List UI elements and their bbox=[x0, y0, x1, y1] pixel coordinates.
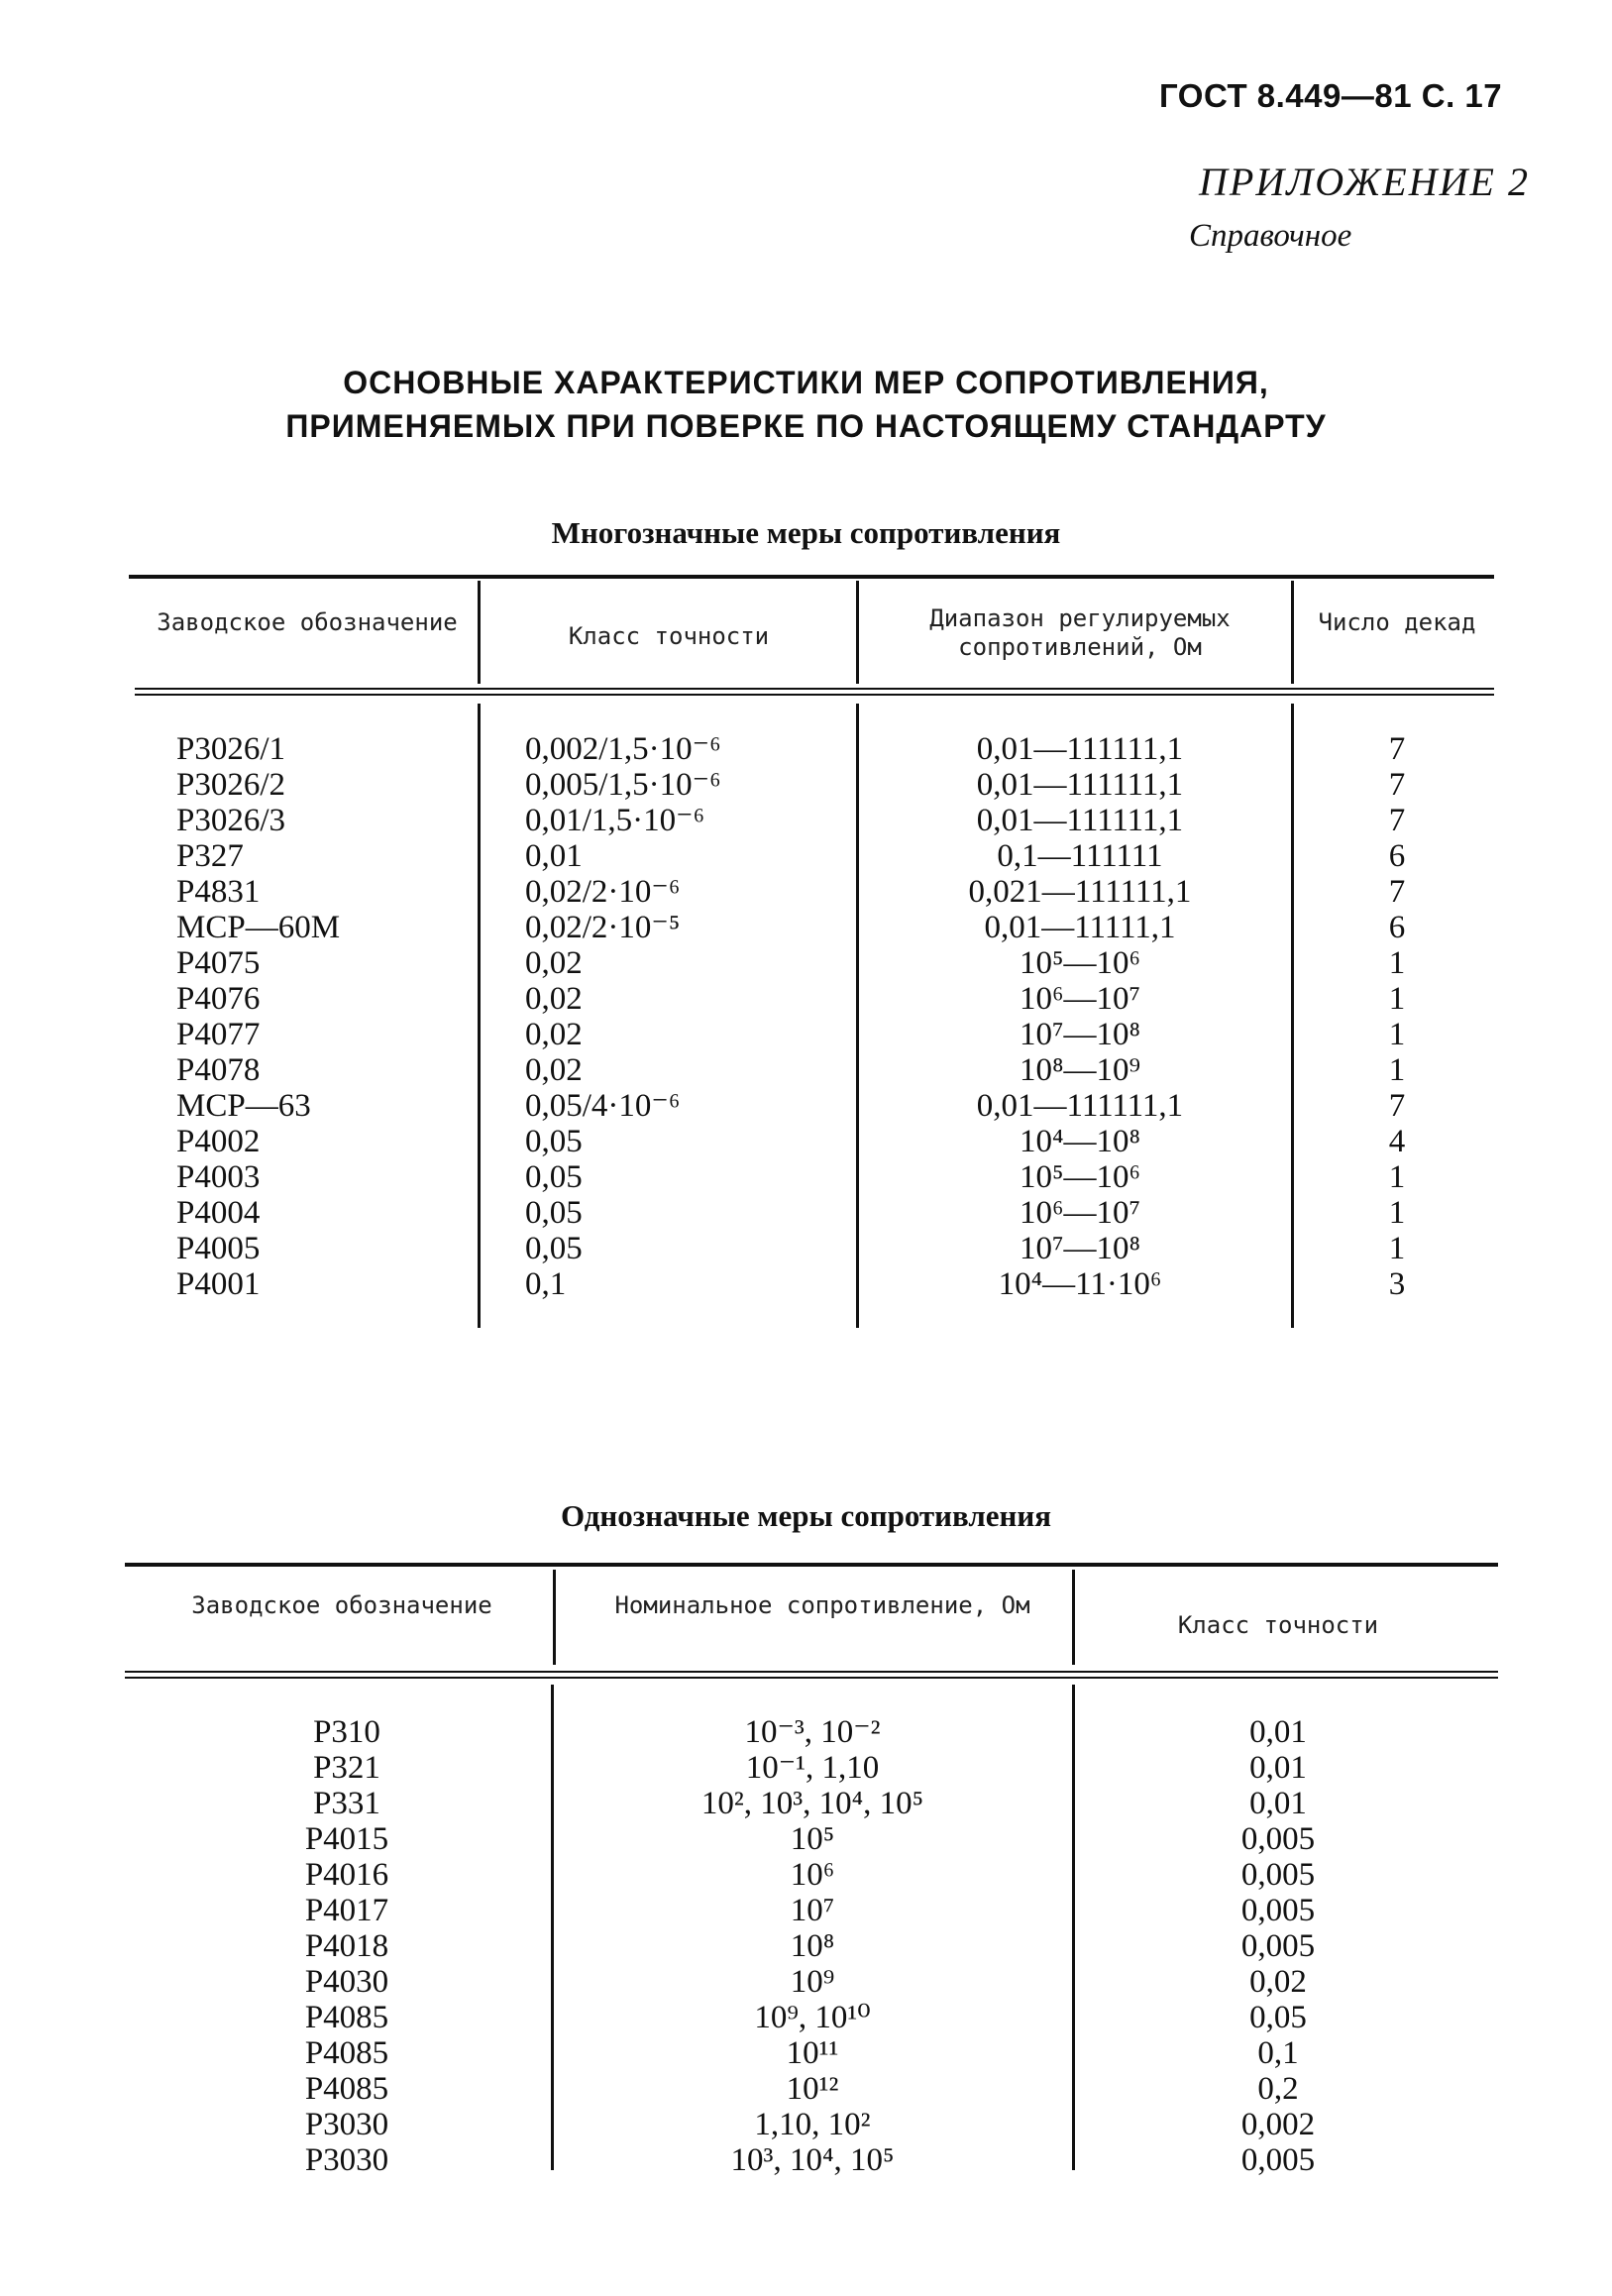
table2-cell-nominal: 10³, 10⁴, 10⁵ bbox=[730, 2142, 895, 2178]
table2-cell-designation: Р331 bbox=[313, 1786, 380, 1821]
table1-header-rule bbox=[135, 688, 1494, 690]
table2-row bbox=[0, 2000, 1612, 2035]
table2-cell-accuracy: 0,2 bbox=[1257, 2071, 1299, 2107]
table2-row bbox=[0, 1714, 1612, 1750]
table1-cell-range: 0,01—111111,1 bbox=[976, 767, 1184, 803]
table2-cell-designation: Р4018 bbox=[304, 1928, 389, 1964]
table2-cell-accuracy: 0,005 bbox=[1240, 1857, 1316, 1893]
table1-cell-decades: 1 bbox=[1388, 1231, 1406, 1266]
table1-cell-decades: 4 bbox=[1388, 1124, 1406, 1159]
table1-row bbox=[0, 1052, 1612, 1088]
table1-cell-range: 10⁵—10⁶ bbox=[1019, 1159, 1140, 1195]
table1-cell-decades: 1 bbox=[1388, 1159, 1406, 1195]
table1-header-divider bbox=[856, 581, 859, 684]
table1-cell-designation: Р3026/3 bbox=[176, 803, 286, 838]
table2-cell-nominal: 1,10, 10² bbox=[754, 2107, 871, 2142]
table2-cell-designation: Р3030 bbox=[304, 2107, 389, 2142]
table2-header-designation: Заводское обозначение bbox=[191, 1591, 492, 1619]
table1-cell-range: 0,01—111111,1 bbox=[976, 731, 1184, 767]
table1-cell-accuracy: 0,01 bbox=[525, 838, 583, 874]
table2-cell-accuracy: 0,1 bbox=[1257, 2035, 1299, 2071]
table1-cell-decades: 6 bbox=[1388, 838, 1406, 874]
table2-header-nominal: Номинальное сопротивление, Ом bbox=[614, 1591, 1030, 1619]
table2-row bbox=[0, 1964, 1612, 2000]
table1-cell-accuracy: 0,05/4·10⁻⁶ bbox=[525, 1088, 681, 1124]
table1-cell-accuracy: 0,05 bbox=[525, 1159, 583, 1195]
table1-cell-accuracy: 0,02 bbox=[525, 1052, 583, 1088]
table1-row bbox=[0, 767, 1612, 803]
table1-cell-accuracy: 0,1 bbox=[525, 1266, 567, 1302]
table1-header-decades: Число декад bbox=[1318, 608, 1476, 636]
table2-cell-accuracy: 0,005 bbox=[1240, 2142, 1316, 2178]
table2-body bbox=[0, 1714, 1612, 2178]
table1-cell-decades: 1 bbox=[1388, 1052, 1406, 1088]
table2-cell-nominal: 10⁶ bbox=[790, 1857, 835, 1893]
table1-row bbox=[0, 838, 1612, 874]
table2-row bbox=[0, 2035, 1612, 2071]
table1-cell-accuracy: 0,02 bbox=[525, 981, 583, 1017]
table2-top-rule bbox=[125, 1563, 1498, 1567]
main-title-line-1: ОСНОВНЫЕ ХАРАКТЕРИСТИКИ МЕР СОПРОТИВЛЕНИЯ, bbox=[343, 365, 1269, 400]
table1-row bbox=[0, 803, 1612, 838]
table2-header-divider bbox=[1072, 1570, 1075, 1665]
table1-cell-accuracy: 0,002/1,5·10⁻⁶ bbox=[525, 731, 721, 767]
table1-cell-designation: Р4003 bbox=[176, 1159, 261, 1195]
table1-row bbox=[0, 1195, 1612, 1231]
table1-cell-designation: МСР—60М bbox=[176, 910, 341, 945]
table2-row bbox=[0, 2107, 1612, 2142]
table2-cell-nominal: 10², 10³, 10⁴, 10⁵ bbox=[700, 1786, 924, 1821]
table1-cell-decades: 7 bbox=[1388, 767, 1406, 803]
table1-cell-designation: Р4002 bbox=[176, 1124, 261, 1159]
table1-cell-range: 0,01—111111,1 bbox=[976, 1088, 1184, 1124]
table2-cell-nominal: 10⁹, 10¹⁰ bbox=[754, 2000, 871, 2035]
table1-cell-accuracy: 0,02 bbox=[525, 1017, 583, 1052]
table1-row bbox=[0, 731, 1612, 767]
table1-row bbox=[0, 1017, 1612, 1052]
table1-cell-range: 10⁷—10⁸ bbox=[1019, 1017, 1140, 1052]
table2-header-rule bbox=[125, 1671, 1498, 1673]
table1-top-rule bbox=[129, 575, 1494, 579]
table1-header-range: Диапазон регулируемых сопротивлений, Ом bbox=[929, 604, 1231, 661]
table1-row bbox=[0, 1231, 1612, 1266]
table2-cell-designation: Р4085 bbox=[304, 2035, 389, 2071]
table2-cell-designation: Р3030 bbox=[304, 2142, 389, 2178]
standard-page-reference: ГОСТ 8.449—81 С. 17 bbox=[1159, 77, 1503, 114]
table1-row bbox=[0, 1088, 1612, 1124]
table1-cell-accuracy: 0,01/1,5·10⁻⁶ bbox=[525, 803, 705, 838]
table1-row bbox=[0, 1159, 1612, 1195]
table1-cell-range: 10⁴—11·10⁶ bbox=[998, 1266, 1162, 1302]
table2-caption: Однозначные меры сопротивления bbox=[561, 1498, 1051, 1533]
table1-cell-designation: Р4831 bbox=[176, 874, 261, 910]
table1-cell-decades: 1 bbox=[1388, 981, 1406, 1017]
table2-cell-nominal: 10¹² bbox=[786, 2071, 839, 2107]
table2-cell-accuracy: 0,005 bbox=[1240, 1821, 1316, 1857]
table2-cell-accuracy: 0,02 bbox=[1249, 1964, 1307, 2000]
table1-cell-range: 0,01—11111,1 bbox=[984, 910, 1176, 945]
table2-row bbox=[0, 1750, 1612, 1786]
table1-row bbox=[0, 910, 1612, 945]
table1-cell-designation: Р3026/2 bbox=[176, 767, 286, 803]
table1-header-divider bbox=[478, 581, 481, 684]
table1-header-designation: Заводское обозначение bbox=[157, 608, 458, 636]
table1-row bbox=[0, 1266, 1612, 1302]
table2-cell-nominal: 10⁸ bbox=[790, 1928, 835, 1964]
table2-cell-accuracy: 0,01 bbox=[1249, 1750, 1307, 1786]
table1-header-accuracy: Класс точности bbox=[568, 622, 770, 650]
table1-header-rule bbox=[135, 694, 1494, 696]
table1-cell-range: 0,021—111111,1 bbox=[968, 874, 1192, 910]
table1-cell-decades: 7 bbox=[1388, 874, 1406, 910]
table1-caption: Многозначные меры сопротивления bbox=[551, 515, 1061, 550]
table2-row bbox=[0, 1893, 1612, 1928]
table1-header-divider bbox=[1291, 581, 1294, 684]
table2-cell-accuracy: 0,01 bbox=[1249, 1714, 1307, 1750]
table2-cell-designation: Р4017 bbox=[304, 1893, 389, 1928]
table2-header-rule bbox=[125, 1677, 1498, 1679]
table1-cell-range: 10⁶—10⁷ bbox=[1019, 981, 1140, 1017]
table1-cell-accuracy: 0,05 bbox=[525, 1231, 583, 1266]
table1-cell-designation: Р4078 bbox=[176, 1052, 261, 1088]
table1-cell-designation: Р4076 bbox=[176, 981, 261, 1017]
table1-row bbox=[0, 874, 1612, 910]
table2-cell-designation: Р321 bbox=[313, 1750, 380, 1786]
appendix-type: Справочное bbox=[1189, 218, 1352, 254]
table2-cell-nominal: 10⁹ bbox=[790, 1964, 835, 2000]
table2-cell-accuracy: 0,05 bbox=[1249, 2000, 1307, 2035]
table1-cell-designation: Р3026/1 bbox=[176, 731, 286, 767]
table1-cell-accuracy: 0,02/2·10⁻⁵ bbox=[525, 910, 681, 945]
table2-cell-accuracy: 0,002 bbox=[1240, 2107, 1316, 2142]
table2-cell-designation: Р4016 bbox=[304, 1857, 389, 1893]
table2-row bbox=[0, 1857, 1612, 1893]
table1-cell-accuracy: 0,05 bbox=[525, 1124, 583, 1159]
table1-cell-designation: Р327 bbox=[176, 838, 244, 874]
main-title-line-2: ПРИМЕНЯЕМЫХ ПРИ ПОВЕРКЕ ПО НАСТОЯЩЕМУ СТАНДАРТУ bbox=[285, 408, 1327, 444]
table1-cell-accuracy: 0,02/2·10⁻⁶ bbox=[525, 874, 681, 910]
table1-cell-decades: 7 bbox=[1388, 731, 1406, 767]
table1-cell-range: 10⁶—10⁷ bbox=[1019, 1195, 1140, 1231]
table2-cell-accuracy: 0,005 bbox=[1240, 1928, 1316, 1964]
table1-cell-range: 10⁵—10⁶ bbox=[1019, 945, 1140, 981]
table1-cell-accuracy: 0,05 bbox=[525, 1195, 583, 1231]
table2-cell-nominal: 10⁵ bbox=[790, 1821, 835, 1857]
table1-cell-range: 10⁷—10⁸ bbox=[1019, 1231, 1140, 1266]
table1-cell-decades: 6 bbox=[1388, 910, 1406, 945]
table2-cell-accuracy: 0,01 bbox=[1249, 1786, 1307, 1821]
table1-row bbox=[0, 945, 1612, 981]
table1-cell-designation: Р4077 bbox=[176, 1017, 261, 1052]
table2-cell-designation: Р4085 bbox=[304, 2000, 389, 2035]
table1-row bbox=[0, 1124, 1612, 1159]
table2-cell-nominal: 10⁷ bbox=[790, 1893, 835, 1928]
table1-cell-range: 0,01—111111,1 bbox=[976, 803, 1184, 838]
table1-cell-decades: 1 bbox=[1388, 1195, 1406, 1231]
table1-cell-range: 10⁴—10⁸ bbox=[1019, 1124, 1140, 1159]
table1-cell-designation: Р4075 bbox=[176, 945, 261, 981]
table1-cell-range: 0,1—111111 bbox=[997, 838, 1163, 874]
table1-cell-decades: 1 bbox=[1388, 945, 1406, 981]
table2-cell-accuracy: 0,005 bbox=[1240, 1893, 1316, 1928]
table1-cell-designation: Р4005 bbox=[176, 1231, 261, 1266]
table1-cell-designation: Р4001 bbox=[176, 1266, 261, 1302]
table1-body bbox=[0, 731, 1612, 1302]
table1-cell-range: 10⁸—10⁹ bbox=[1019, 1052, 1140, 1088]
table1-cell-decades: 1 bbox=[1388, 1017, 1406, 1052]
table1-cell-accuracy: 0,02 bbox=[525, 945, 583, 981]
table2-cell-nominal: 10⁻¹, 1,10 bbox=[745, 1750, 880, 1786]
table2-cell-designation: Р4015 bbox=[304, 1821, 389, 1857]
table1-cell-designation: Р4004 bbox=[176, 1195, 261, 1231]
table1-cell-designation: МСР—63 bbox=[176, 1088, 311, 1124]
table2-row bbox=[0, 2071, 1612, 2107]
table2-cell-nominal: 10⁻³, 10⁻² bbox=[744, 1714, 881, 1750]
table1-cell-accuracy: 0,005/1,5·10⁻⁶ bbox=[525, 767, 721, 803]
table2-header-divider bbox=[553, 1570, 556, 1665]
table2-row bbox=[0, 2142, 1612, 2178]
table2-row bbox=[0, 1821, 1612, 1857]
table2-row bbox=[0, 1928, 1612, 1964]
table1-row bbox=[0, 981, 1612, 1017]
table1-cell-decades: 7 bbox=[1388, 1088, 1406, 1124]
table1-cell-decades: 7 bbox=[1388, 803, 1406, 838]
table1-cell-decades: 3 bbox=[1388, 1266, 1406, 1302]
table2-cell-nominal: 10¹¹ bbox=[786, 2035, 839, 2071]
table2-cell-designation: Р4085 bbox=[304, 2071, 389, 2107]
table2-header-accuracy: Класс точности bbox=[1177, 1611, 1379, 1639]
table2-cell-designation: Р4030 bbox=[304, 1964, 389, 2000]
appendix-title: ПРИЛОЖЕНИЕ 2 bbox=[1199, 160, 1530, 204]
table2-row bbox=[0, 1786, 1612, 1821]
table2-cell-designation: Р310 bbox=[313, 1714, 380, 1750]
